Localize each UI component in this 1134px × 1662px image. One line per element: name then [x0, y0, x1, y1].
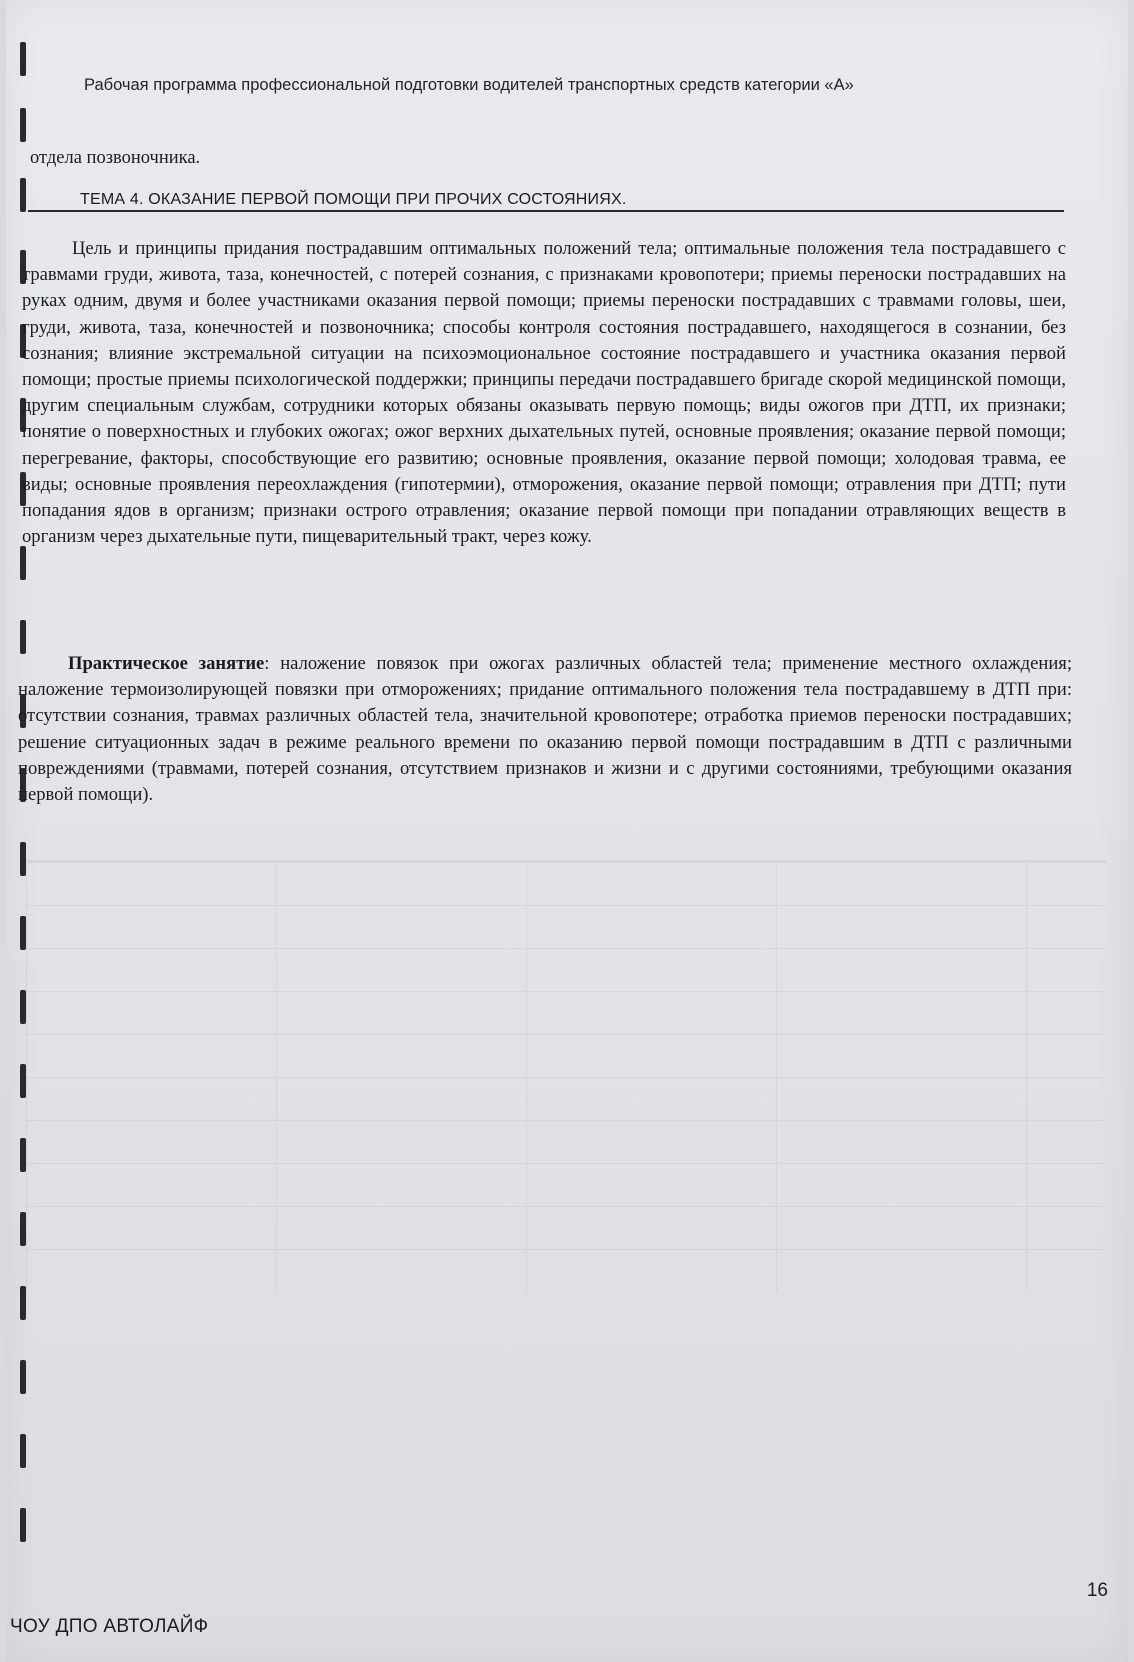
practical-session-label: Практическое занятие: [68, 653, 265, 674]
show-through-backside: [26, 860, 1106, 1292]
page-number: 16: [1086, 1580, 1108, 1601]
heading-underline: [28, 210, 1064, 212]
footer-organization: ЧОУ ДПО АВТОЛАЙФ: [10, 1616, 209, 1637]
continuation-text: отдела позвоночника.: [30, 148, 201, 168]
running-header: Рабочая программа профессиональной подготовки водителей транспортных средств категории «А»: [84, 76, 854, 94]
topic-heading: ТЕМА 4. ОКАЗАНИЕ ПЕРВОЙ ПОМОЩИ ПРИ ПРОЧИХ СОСТОЯНИЯХ.: [80, 191, 627, 208]
practical-session-paragraph: [18, 651, 1072, 808]
topic-description-paragraph: Цель и принципы придания пострадавшим оптимальных положений тела; оптимальные положения тела пострадавшего с травмами груди, живота, таза, конечностей, с потерей сознания, с признаками кровопотери; приемы переноски пострадавших на руках одним, двумя и более участниками оказания первой помощи; приемы переноски пострадавших с травмами головы, шеи, груди, живота, таза, конечностей и позвоночника; способы контроля состояния пострадавшего, находящегося в сознании, без сознания; влияние экстремальной ситуации на психоэмоциональное состояние пострадавшего и участника оказания первой помощи; простые приемы психологической поддержки; принципы передачи пострадавшего бригаде скорой медицинской помощи, другим специальным службам, сотрудники которых обязаны оказывать первую помощь; виды ожогов при ДТП, их признаки; понятие о поверхностных и глубоких ожогах; ожог верхних дыхательных путей, основные проявления; оказание первой помощи; перегревание, факторы, способствующие его развитию; основные проявления, оказание первой помощи; холодовая травма, ее виды; основные проявления переохлаждения (гипотермии), отморожения, оказание первой помощи; отравления при ДТП; пути попадания ядов в организм; признаки острого отравления; оказание первой помощи при попадании отравляющих веществ в организм через дыхательные пути, пищеварительный тракт, через кожу.: [22, 238, 1066, 548]
practical-session-text: : наложение повязок при ожогах различных областей тела; применение местного охлаждения; наложение термоизолирующей повязки при отморожениях; придание оптимального положения тела пострадавшему в ДТП при: отсутствии сознания, травмах различных областей тела, значительной кровопотере; отработка приемов переноски пострадавших; решение ситуационных задач в режиме реального времени по оказанию первой помощи пострадавшим в ДТП с различными повреждениями (травмами, потерей сознания, отсутствием признаков и жизни и с другими состояниями, требующими оказания первой помощи).: [18, 653, 1072, 806]
